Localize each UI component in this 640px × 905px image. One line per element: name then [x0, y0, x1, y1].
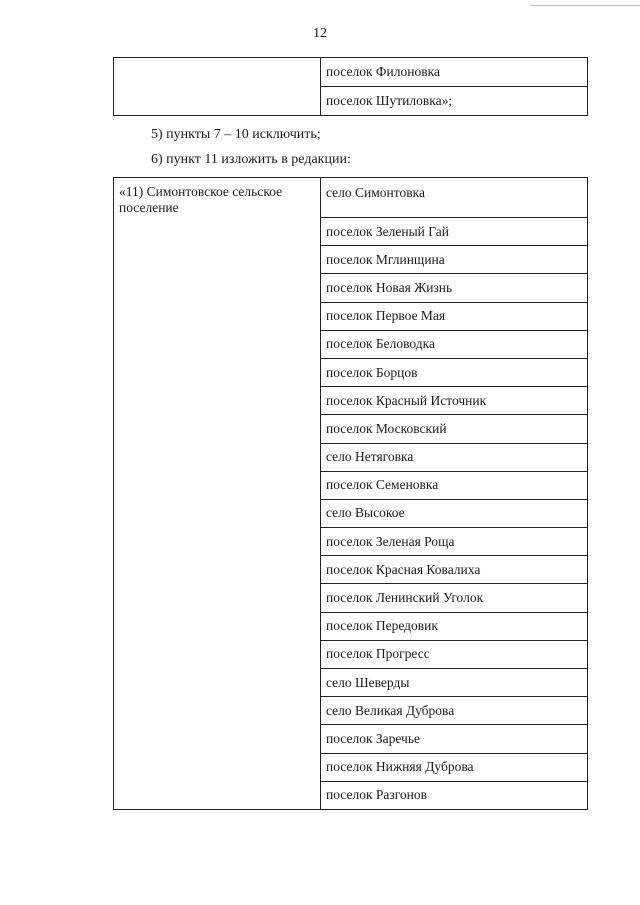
paragraph-item-5: 5) пункты 7 – 10 исключить;: [151, 127, 321, 142]
place-cell: поселок Разгонов: [321, 781, 588, 809]
place-cell: поселок Борцов: [321, 358, 588, 386]
place-cell: село Великая Дуброва: [321, 697, 588, 725]
place-cell: поселок Московский: [321, 415, 588, 443]
paragraph-item-6: 6) пункт 11 изложить в редакции:: [151, 152, 351, 167]
place-cell: поселок Заречье: [321, 725, 588, 753]
table-row: [114, 58, 588, 87]
place-cell: село Нетяговка: [321, 443, 588, 471]
continuation-table: [113, 57, 588, 116]
place-cell: поселок Прогресс: [321, 640, 588, 668]
empty-settlement-cell: [114, 58, 321, 116]
place-cell: поселок Первое Мая: [321, 302, 588, 330]
place-cell: поселок Мглинщина: [321, 246, 588, 274]
settlement-table: [113, 177, 588, 810]
place-cell: поселок Зеленая Роща: [321, 528, 588, 556]
place-cell: поселок Зеленый Гай: [321, 218, 588, 246]
table-row: [114, 178, 588, 218]
place-cell: поселок Филоновка: [321, 58, 588, 87]
place-cell: село Высокое: [321, 499, 588, 527]
place-cell: поселок Нижняя Дуброва: [321, 753, 588, 781]
place-cell: поселок Беловодка: [321, 330, 588, 358]
place-cell: поселок Семеновка: [321, 471, 588, 499]
place-cell: поселок Шутиловка»;: [321, 87, 588, 116]
place-cell: село Шеверды: [321, 669, 588, 697]
settlement-name-cell: «11) Симонтовское сельское поселение: [114, 178, 321, 810]
place-cell: поселок Передовик: [321, 612, 588, 640]
place-cell: поселок Красная Ковалиха: [321, 556, 588, 584]
place-cell: поселок Ленинский Уголок: [321, 584, 588, 612]
page-number: 12: [313, 26, 327, 41]
scan-edge-line: [530, 5, 640, 6]
place-cell: поселок Красный Источник: [321, 387, 588, 415]
place-cell: поселок Новая Жизнь: [321, 274, 588, 302]
place-cell: село Симонтовка: [321, 178, 588, 218]
